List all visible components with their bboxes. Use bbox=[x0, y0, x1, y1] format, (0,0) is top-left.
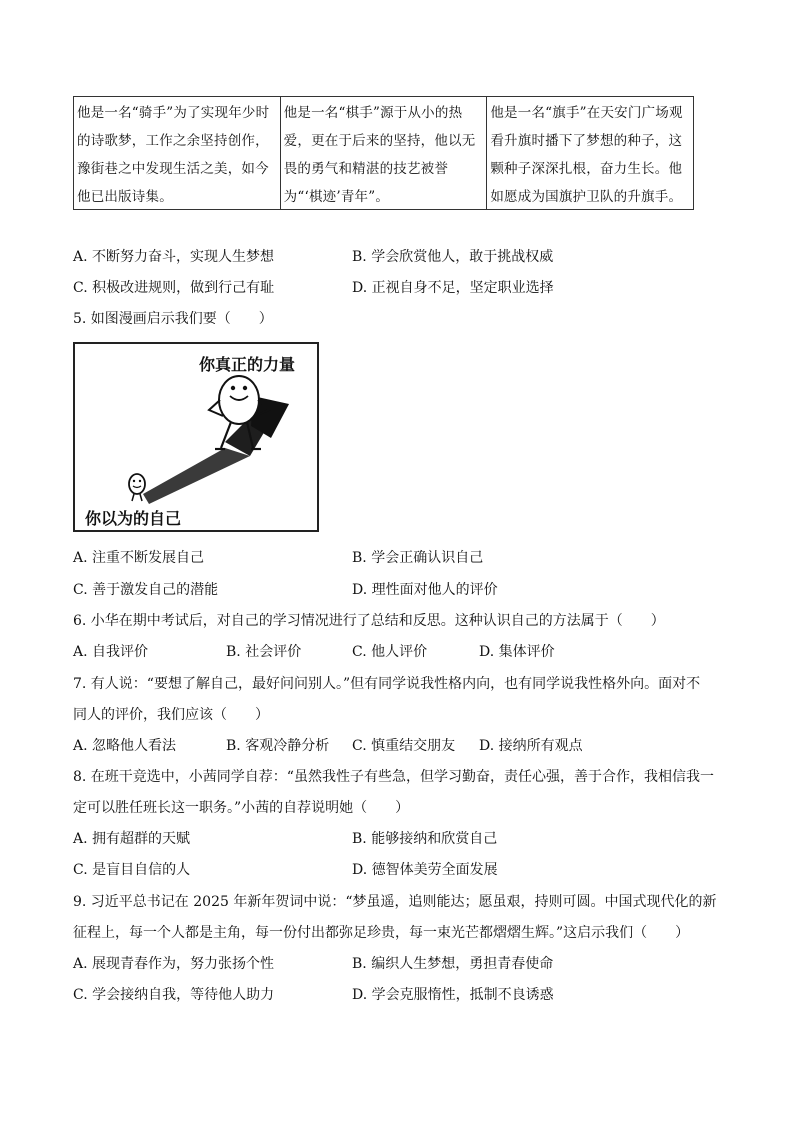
table-cell-rider: 他是一名“骑手”为了实现年少时的诗歌梦，工作之余坚持创作，豫街巷之中发现生活之美，如今他已出版诗集。 bbox=[77, 105, 270, 205]
table-cell-flag: 他是一名“旗手”在天安门广场观看升旗时播下了梦想的种子，这颗种子深深扎根，奋力生长。他如愿成为国旗护卫队的升旗手。 bbox=[486, 97, 693, 209]
q4-option-d[interactable]: D. 正视自身不足，坚定职业选择 bbox=[352, 280, 554, 296]
q8-stem-line2: 定可以胜任班长这一职务。”小茜的自荐说明她（ ） bbox=[73, 800, 410, 816]
q8-option-b[interactable]: B. 能够接纳和欣赏自己 bbox=[352, 831, 498, 847]
q6-option-b[interactable]: B. 社会评价 bbox=[226, 644, 302, 660]
cartoon-image bbox=[73, 342, 319, 532]
q7-option-d[interactable]: D. 接纳所有观点 bbox=[479, 738, 583, 754]
q5-stem: 5. 如图漫画启示我们要（ ） bbox=[73, 311, 273, 327]
q9-option-d[interactable]: D. 学会克服惰性，抵制不良诱惑 bbox=[352, 987, 554, 1003]
q4-option-c[interactable]: C. 积极改进规则，做到行己有耻 bbox=[73, 280, 275, 296]
quote-table bbox=[73, 96, 694, 210]
q9-stem-line1: 9. 习近平总书记在 2025 年新年贺词中说：“梦虽遥，追则能达；愿虽艰，持则可圆。中国式现代化的新 bbox=[73, 894, 717, 910]
q7-stem-line2: 同人的评价，我们应该（ ） bbox=[73, 707, 269, 723]
cartoon-caption-bottom: 你以为的自己 bbox=[85, 509, 182, 528]
q7-option-b[interactable]: B. 客观冷静分析 bbox=[226, 738, 330, 754]
q7-option-a[interactable]: A. 忽略他人看法 bbox=[73, 738, 177, 754]
q5-option-c[interactable]: C. 善于激发自己的潜能 bbox=[73, 582, 219, 598]
q6-option-c[interactable]: C. 他人评价 bbox=[352, 644, 428, 660]
q5-option-b[interactable]: B. 学会正确认识自己 bbox=[352, 550, 484, 566]
q6-option-d[interactable]: D. 集体评价 bbox=[479, 644, 555, 660]
q9-option-a[interactable]: A. 展现青春作为，努力张扬个性 bbox=[73, 956, 275, 972]
cartoon-caption-top: 你真正的力量 bbox=[199, 355, 296, 374]
q5-option-d[interactable]: D. 理性面对他人的评价 bbox=[352, 582, 498, 598]
q9-stem-line2: 征程上，每一个人都是主角，每一份付出都弥足珍贵，每一束光芒都熠熠生辉。”这启示我们（ ） bbox=[73, 925, 690, 941]
q4-option-a[interactable]: A. 不断努力奋斗，实现人生梦想 bbox=[73, 249, 275, 265]
q9-option-c[interactable]: C. 学会接纳自我，等待他人助力 bbox=[73, 987, 275, 1003]
q8-option-d[interactable]: D. 德智体美劳全面发展 bbox=[352, 862, 498, 878]
q6-option-a[interactable]: A. 自我评价 bbox=[73, 644, 149, 660]
q4-option-b[interactable]: B. 学会欣赏他人，敢于挑战权威 bbox=[352, 249, 554, 265]
q6-stem: 6. 小华在期中考试后，对自己的学习情况进行了总结和反思。这种认识自己的方法属于（ ） bbox=[73, 613, 665, 629]
q8-stem-line1: 8. 在班干竞选中，小茜同学自荐：“虽然我性子有些急，但学习勤奋，责任心强，善于合作，我相信我一 bbox=[73, 769, 714, 785]
q9-option-b[interactable]: B. 编织人生梦想，勇担青春使命 bbox=[352, 956, 554, 972]
q7-option-c[interactable]: C. 慎重结交朋友 bbox=[352, 738, 456, 754]
q8-option-c[interactable]: C. 是盲目自信的人 bbox=[73, 862, 191, 878]
table-cell-chess: 他是一名“棋手”源于从小的热爱，更在于后来的坚持，他以无畏的勇气和精湛的技艺被誉为“‘棋迹’青年”。 bbox=[280, 97, 487, 209]
q5-option-a[interactable]: A. 注重不断发展自己 bbox=[73, 550, 205, 566]
q7-stem-line1: 7. 有人说：“要想了解自己，最好问问别人。”但有同学说我性格内向，也有同学说我性格外向。面对不 bbox=[73, 676, 701, 692]
q8-option-a[interactable]: A. 拥有超群的天赋 bbox=[73, 831, 191, 847]
